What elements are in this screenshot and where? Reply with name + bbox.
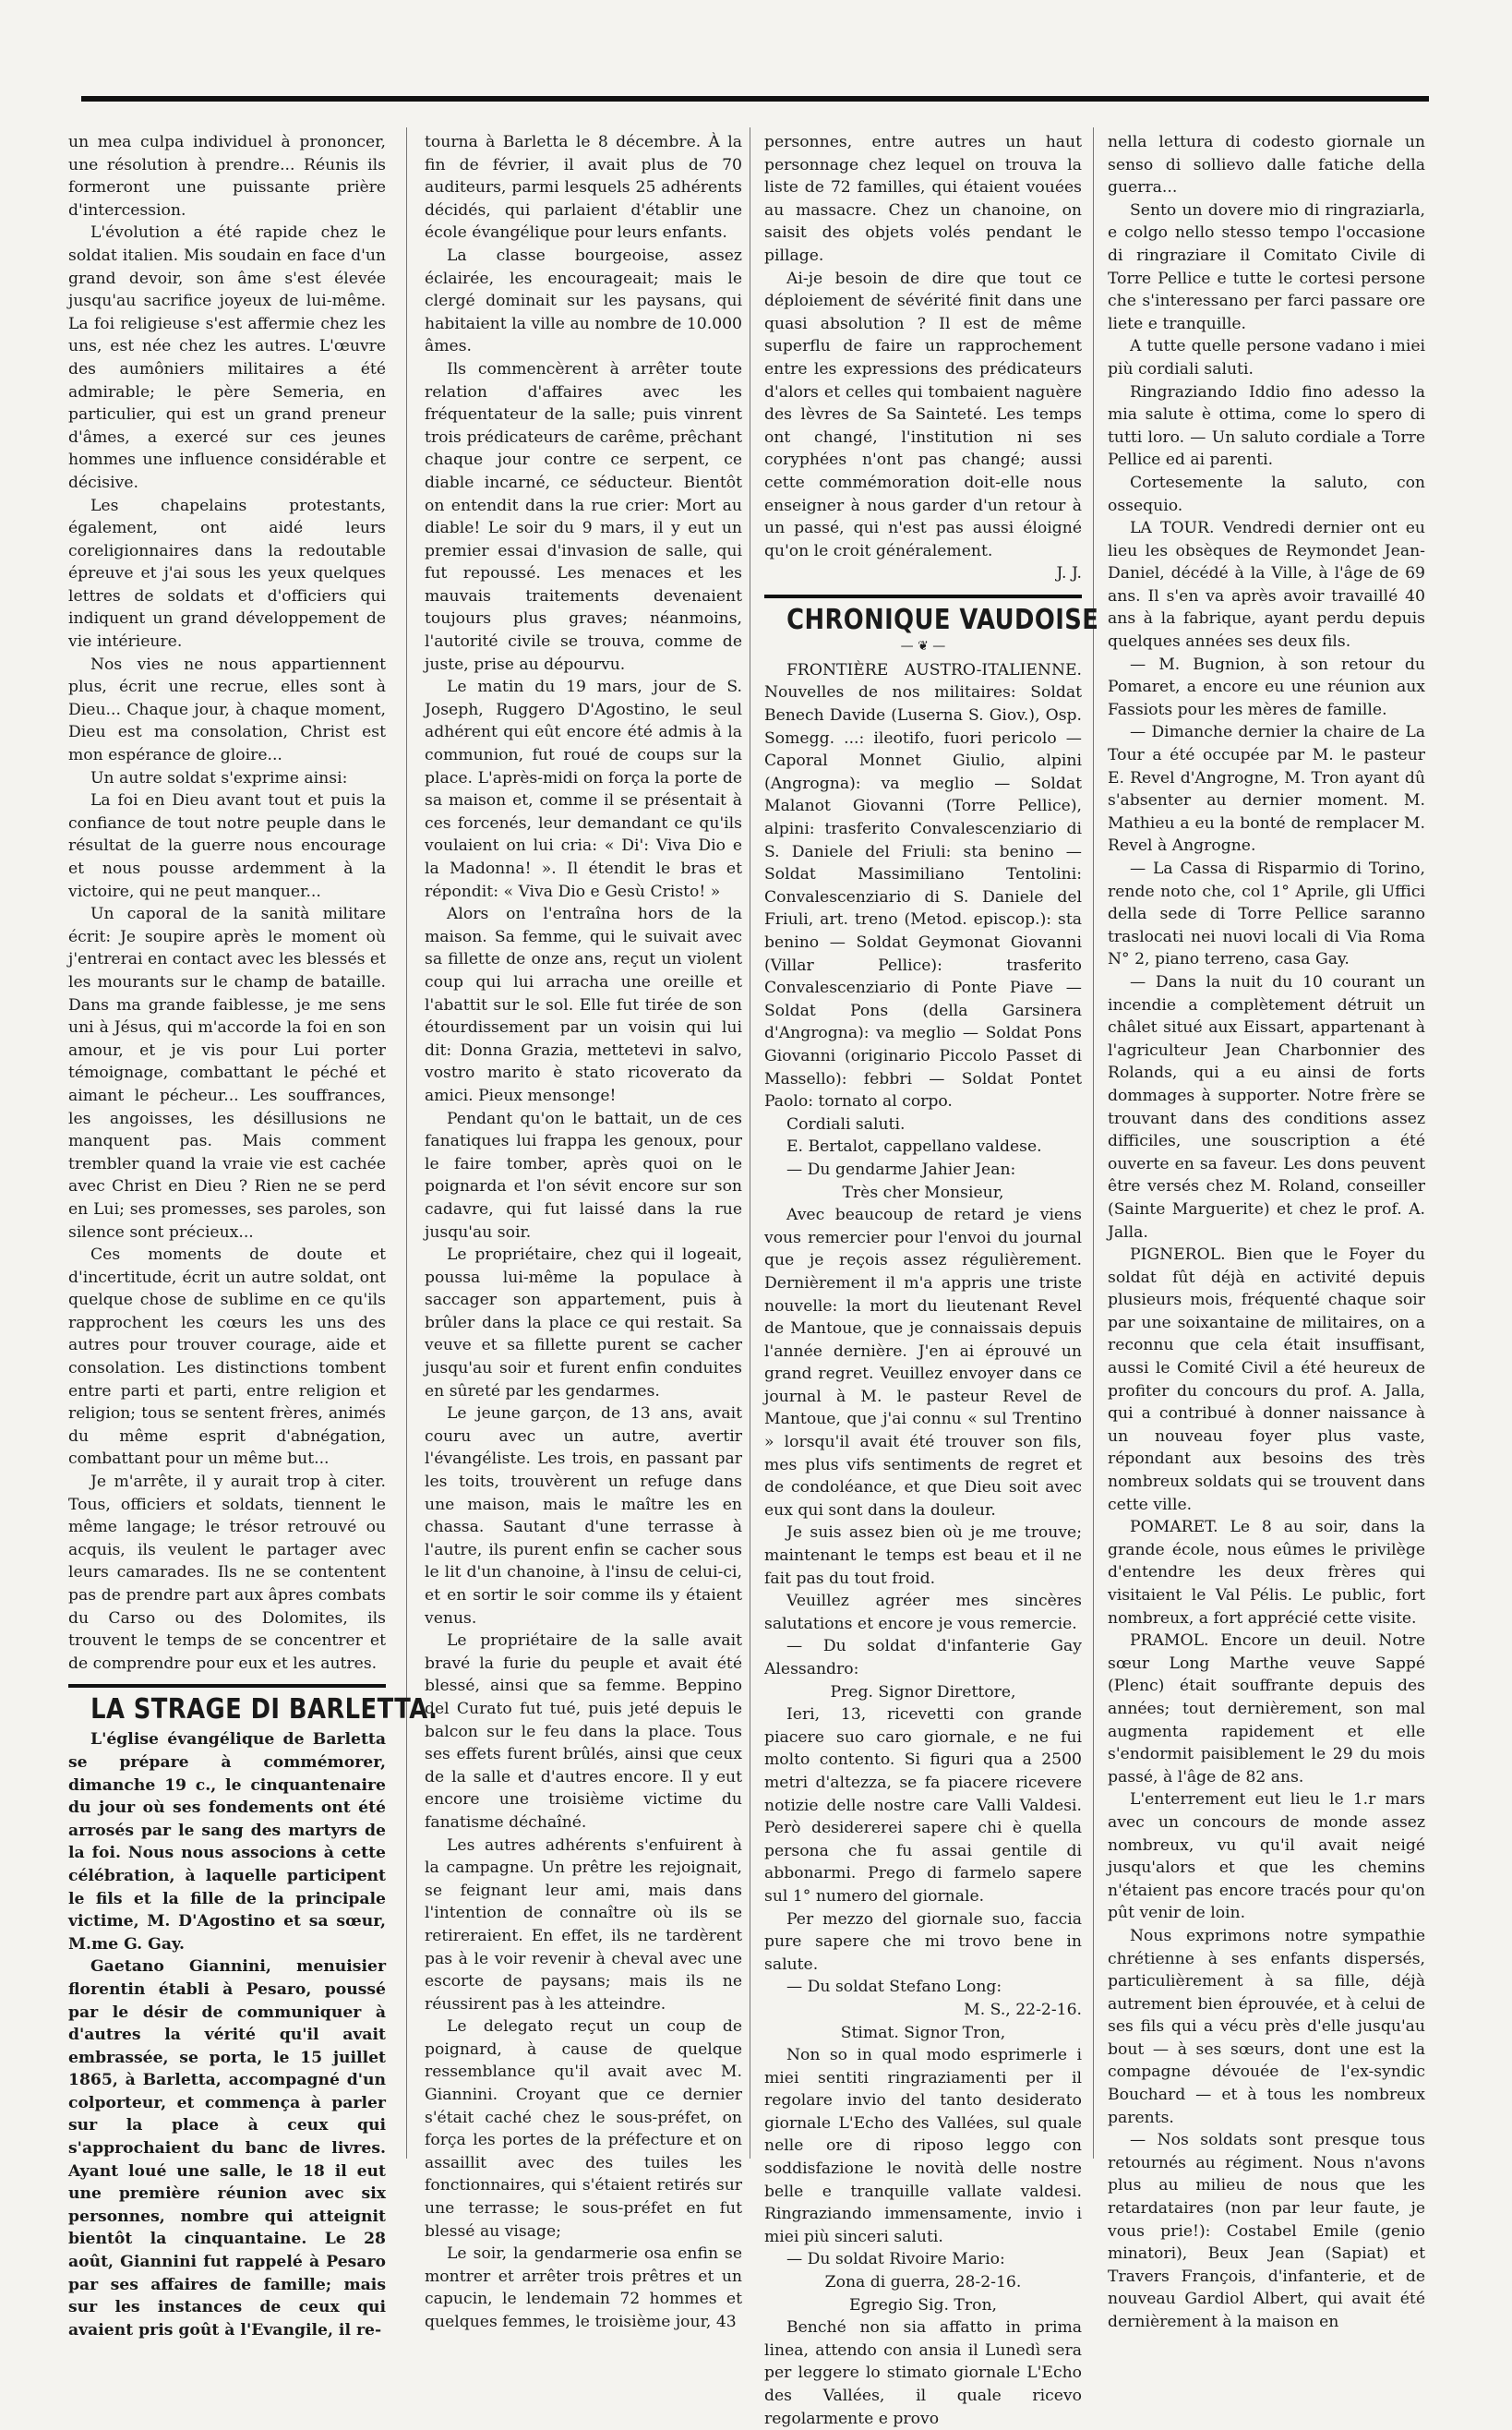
paragraph: Cordiali saluti. <box>786 1114 906 1134</box>
paragraph: Ces moments de doute et d'incertitude, écrit un autre soldat, ont quelque chose de sublime en ce qu'ils rapprochent les cœurs les uns des autres pour trouver courage, aide et consolation. Les distinctions tombent entre parti et parti, entre religion et religion; tous se sentent frères, animés du même esprit d'abnégation, combattant pour un même but... <box>68 1245 386 1469</box>
section-rule <box>764 595 1082 598</box>
paragraph: Avec beaucoup de retard je viens vous remercier pour l'envoi du journal que je reçois assez régulièrement. Dernièrement il m'a appris une triste nouvelle: la mort du lieutenant Revel de Mantoue, que je connaissais depuis l'année dernière. J'en ai éprouvé un grand regret. Veuillez envoyer dans ce journal à M. le pasteur Revel de Mantoue, que j'ai connu « sul Trentino » lorsqu'il avait été trouver son fils, mes plus vifs sentiments de regret et de condoléance, et que Dieu soit avec eux qui sont dans la douleur. <box>764 1206 1082 1520</box>
paragraph: — Du soldat Rivoire Mario: <box>786 2250 1005 2269</box>
ornament: — ❦ — <box>900 638 946 654</box>
paragraph: Ils commencèrent à arrêter toute relation d'affaires avec les fréquentateur de la salle; puis vinrent trois prédicateurs de carême, prêchant chaque jour contre ce serpent, ce diable incarné, ce séducteur. Bientôt on entendit dans la rue crier: Mort au diable! Le soir du 9 mars, il y eut un premier essai d'invasion de salle, qui fut repoussé. Les menaces et les mauvais traitements devenaient toujours plus graves; néanmoins, l'autorité civile se trouva, comme de juste, prise au dépourvu. <box>425 359 742 674</box>
paragraph: Ai-je besoin de dire que tout ce déploiement de sévérité finit dans une quasi absolution ? Il est de même superflu de faire un rapprochement entre les expressions des prédicateurs d'alors et celles qui tombaient naguère des lèvres de Sa Sainteté. Les temps ont changé, l'institution ni ses coryphées n'ont pas changé; aussi cette commémoration doit-elle nous enseigner à nous garder d'un retour à un passé, qui n'est pas aussi éloigné qu'on le croit généralement. <box>764 269 1082 560</box>
section-heading-chronique: CHRONIQUE VAUDOISE <box>786 603 1099 636</box>
paragraph: — M. Bugnion, à son retour du Pomaret, a encore eu une réunion aux Fassiots pour les mères de famille. <box>1108 655 1425 719</box>
paragraph: La classe bourgeoise, assez éclairée, les encourageait; mais le clergé dominait sur les paysans, qui habitaient la ville au nombre de 10.000 âmes. <box>425 246 742 356</box>
salutation: Très cher Monsieur, <box>842 1183 1004 1202</box>
column-3 <box>764 131 1099 2428</box>
paragraph: Veuillez agréer mes sincères salutations et encore je vous remercie. <box>764 1592 1082 1633</box>
paragraph: — Dans la nuit du 10 courant un incendie a complètement détruit un châlet situé aux Eissart, appartenant à l'agriculteur Jean Charbonnier des Rolands, qui a eu ainsi de forts dommages à supporter. Notre frère se trouvant dans des conditions assez difficiles, une souscription a été ouverte en sa faveur. Les dons peuvent être versés chez M. Roland, conseiller (Sainte Marguerite) et chez le prof. A. Jalla. <box>1108 972 1425 1242</box>
column-1 <box>68 131 438 2340</box>
article-heading-strage: LA STRAGE DI BARLETTA. <box>90 1693 438 1726</box>
paragraph: — Dimanche dernier la chaire de La Tour a été occupée par M. le pasteur E. Revel d'Angrogne, M. Tron ayant dû s'absenter au dernier moment. M. Mathieu a eu la bonté de remplacer M. Revel à Angrogne. <box>1108 723 1425 856</box>
column-divider <box>406 127 407 2159</box>
column-2 <box>425 131 742 2331</box>
paragraph: Ieri, 13, ricevetti con grande piacere suo caro giornale, e ne fui molto contento. Si figuri qua a 2500 metri d'altezza, se fa piacere ricevere notizie delle nostre care Valli Valdesi. Però desidererei sapere chi è quella persona che fu assai gentile di abbonarmi. Prego di farmelo sapere sul 1° numero del giornale. <box>764 1705 1082 1906</box>
paragraph: Per mezzo del giornale suo, faccia pure sapere che mi trovo bene in salute. <box>764 1909 1082 1974</box>
paragraph: Je m'arrête, il y aurait trop à citer. Tous, officiers et soldats, tiennent le même langage; le trésor retrouvé ou acquis, ils veulent le partager avec leurs camarades. Ils ne se contentent pas de prendre part aux âpres combats du Carso ou des Dolomites, ils trouvent le temps de se concentrer et de comprendre pour eux et les autres. <box>68 1473 386 1673</box>
paragraph: POMARET. Le 8 au soir, dans la grande école, nous eûmes le privilège d'entendre les deux frères qui visitaient le Val Pélis. Le public, fort nombreux, a fort apprécié cette visite. <box>1108 1518 1425 1628</box>
paragraph: A tutte quelle persone vadano i miei più cordiali saluti. <box>1108 337 1425 379</box>
paragraph: PRAMOL. Encore un deuil. Notre sœur Long Marthe veuve Sappé (Plenc) était souffrante depuis des années; tout dernièrement, son mal augmenta rapidement et elle s'endormit paisiblement le 29 du mois passé, à l'âge de 82 ans. <box>1108 1631 1425 1786</box>
paragraph: Je suis assez bien où je me trouve; maintenant le temps est beau et il ne fait pas du tout froid. <box>764 1523 1082 1588</box>
paragraph: Le matin du 19 mars, jour de S. Joseph, Ruggero D'Agostino, le seul adhérent qui eût encore été admis à la communion, fut roué de coups sur la place. L'après-midi on força la porte de sa maison et, comme il se présentait à ces forcenés, leur demandant ce qu'ils voulaient on lui cria: « Di': Viva Dio e la Madonna! ». Il étendit le bras et répondit: « Viva Dio e Gesù Cristo! » <box>425 678 742 901</box>
paragraph: Ringraziando Iddio fino adesso la mia salute è ottima, come lo spero di tutti loro. — Un saluto cordiale a Torre Pellice ed ai parenti. <box>1108 382 1425 470</box>
top-rule <box>81 96 1429 102</box>
paragraph: personnes, entre autres un haut personnage chez lequel on trouva la liste de 72 familles, qui étaient vouées au massacre. Chez un chanoine, on saisit des objets volés pendant le pillage. <box>764 133 1082 265</box>
paragraph: FRONTIÈRE AUSTRO-ITALIENNE. Nouvelles de nos militaires: Soldat Benech Davide (Luserna S. Giov.), Osp. Somegg. ...: ileotifo, fuori pericolo — Caporal Monnet Giulio, alpini (Angrogna): va meglio — Soldat Malanot Giovanni (Torre Pellice), alpini: trasferito Convalescenziario di S. Daniele del Friuli: sta benino — Soldat Massimiliano Tentolini: Convalescenziario di S. Daniele del Friuli, art. treno (Metod. episcop.): sta benino — Soldat Geymonat Giovanni (Villar Pellice): trasferito Convalescenziario di Ponte Piave — Soldat Pons (della Garsinera d'Angrogna): va meglio — Soldat Pons Giovanni (originario Piccolo Passet di Massello): febbri — Soldat Pontet Paolo: tornato al corpo. <box>764 660 1082 1112</box>
paragraph: — Du gendarme Jahier Jean: <box>786 1160 1016 1179</box>
dateline: M. S., 22-2-16. <box>964 2000 1082 2019</box>
paragraph: — Nos soldats sont presque tous retournés au régiment. Nous n'avons plus au milieu de nous que les retardataires (non par leur faute, je vous prie!): Costabel Emile (genio minatori), Beux Jean (Sapiat) et Travers François, d'infanterie, et de nouveau Gardiol Albert, qui avait été dernièrement à la maison en <box>1108 2131 1425 2331</box>
salutation: Stimat. Signor Tron, <box>840 2023 1006 2042</box>
paragraph: Nous exprimons notre sympathie chrétienne à ses enfants dispersés, particulièrement à sa fille, déjà autrement bien éprouvée, et à celui de ses fils qui a vécu près d'elle jusqu'au bout — à ses sœurs, dont une est la compagne dévouée de l'ex-syndic Bouchard — et à tous les nombreux parents. <box>1108 1926 1425 2127</box>
paragraph: L'évolution a été rapide chez le soldat italien. Mis soudain en face d'un grand devoir, son âme s'est élevée jusqu'au sacrifice joyeux de lui-même. La foi religieuse s'est affermie chez les uns, est née chez les autres. L'œuvre des aumôniers militaires a été admirable; le père Semeria, en particulier, qui est un grand preneur d'âmes, a exercé sur ces jeunes hommes une influence considérable et décisive. <box>68 223 386 492</box>
paragraph: Non so in qual modo esprimerle i miei sentiti ringraziamenti per il regolare invio del tanto desiderato giornale L'Echo des Vallées, sul quale nelle ore di riposo leggo con soddisfazione le novità delle nostre belle e tranquille vallate valdesi. Ringraziando immensamente, invio i miei più sinceri saluti. <box>764 2046 1082 2246</box>
paragraph: Gaetano Giannini, menuisier florentin établi à Pesaro, poussé par le désir de communiquer à d'autres la vérité qu'il avait embrassée, se porta, le 15 juillet 1865, à Barletta, accompagné d'un colporteur, et commença à parler sur la place à ceux qui s'approchaient du banc de livres. Ayant loué une salle, le 18 il eut une première réunion avec six personnes, nombre qui atteignit bientôt la cinquantaine. Le 28 août, Giannini fut rappelé à Pesaro par ses affaires de famille; mais sur les instances de ceux qui avaient pris goût à l'Evangile, il re- <box>68 1957 386 2340</box>
paragraph: un mea culpa individuel à prononcer, une résolution à prendre... Réunis ils formeront une puissante prière d'intercession. <box>68 133 386 220</box>
paragraph: Les autres adhérents s'enfuirent à la campagne. Un prêtre les rejoignait, se feignant leur ami, mais dans l'intention de connaître où ils se retireraient. En effet, ils ne tardèrent pas à le voir revenir à cheval avec une escorte de paysans; mais ils ne réussirent pas à les atteindre. <box>425 1835 742 2014</box>
paragraph: Le delegato reçut un coup de poignard, à cause de quelque ressemblance qu'il avait avec M. Giannini. Croyant que ce dernier s'était caché chez le sous-préfet, on força les portes de la préfecture et on assaillit avec des tuiles les fonctionnaires, qui s'étaient retirés sur une terrasse; le sous-préfet en fut blessé au visage; <box>425 2017 742 2241</box>
paragraph: L'enterrement eut lieu le 1.r mars avec un concours de monde assez nombreux, vu qu'il avait neigé jusqu'alors et que les chemins n'étaient pas encore tracés pour qu'on pût venir de loin. <box>1108 1790 1425 1923</box>
paragraph: Nos vies ne nous appartiennent plus, écrit une recrue, elles sont à Dieu... Chaque jour, à chaque moment, Dieu est ma consolation, Christ est mon espérance de gloire... <box>68 655 386 765</box>
dateline: Zona di guerra, 28-2-16. <box>824 2273 1022 2292</box>
paragraph: Les chapelains protestants, également, ont aidé leurs coreligionnaires dans la redoutable épreuve et j'ai sous les yeux quelques lettres de soldats et d'officiers qui indiquent un grand développement de vie intérieure. <box>68 496 386 652</box>
paragraph: — Du soldat Stefano Long: <box>786 1978 1002 1997</box>
paragraph: L'église évangélique de Barletta se prépare à commémorer, dimanche 19 c., le cinquantenaire du jour où ses fondements ont été arrosés par le sang des martyrs de la foi. Nous nous associons à cette célébration, à laquelle participent le fils et la fille de la principale victime, M. D'Agostino et sa sœur, M.me G. Gay. <box>68 1730 386 1954</box>
paragraph: Le propriétaire de la salle avait bravé la furie du peuple et avait été blessé, ainsi que sa femme. Beppino del Curato fut tué, puis jeté depuis le balcon sur le feu dans la place. Tous ses effets furent brûlés, ainsi que ceux de la salle et d'autres encore. Il y eut encore une troisième victime du fanatisme déchaîné. <box>425 1631 742 1832</box>
paragraph: Un caporal de la sanità militare écrit: Je soupire après le moment où j'entrerai en contact avec les blessés et les mourants sur le champ de bataille. Dans ma grande faiblesse, je me sens uni à Jésus, qui m'accorde la foi en son amour, et je vis pour Lui porter témoignage, combattant le péché et aimant le pécheur... Les souffrances, les angoisses, les désillusions ne manquent pas. Mais comment trembler quand la vraie vie est cachée avec Christ en Dieu ? Rien ne se perd en Lui; ses promesses, ses paroles, son silence sont précieux... <box>68 905 386 1242</box>
paragraph: Cortesemente la saluto, con ossequio. <box>1108 473 1425 515</box>
column-4 <box>1108 131 1425 2331</box>
paragraph: Le jeune garçon, de 13 ans, avait couru avec un autre, avertir l'évangéliste. Les trois, en passant par les toits, trouvèrent un refuge dans une maison, mais le maître les en chassa. Sautant d'une terrasse à l'autre, ils purent enfin se cacher sous le lit d'un chanoine, à l'insu de celui-ci, et en sortir le soir comme ils y étaient venus. <box>425 1404 742 1628</box>
paragraph: Pendant qu'on le battait, un de ces fanatiques lui frappa les genoux, pour le faire tomber, après quoi on le poignarda et l'on sévit encore sur son cadavre, qui fut laissé dans la rue jusqu'au soir. <box>425 1109 742 1242</box>
paragraph: nella lettura di codesto giornale un senso di sollievo dalle fatiche della guerra... <box>1108 133 1425 198</box>
paragraph: tourna à Barletta le 8 décembre. À la fin de février, il avait plus de 70 auditeurs, parmi lesquels 25 adhérents décidés, qui parlaient d'établir une école évangélique pour leurs enfants. <box>425 133 742 243</box>
paragraph: La foi en Dieu avant tout et puis la confiance de tout notre peuple dans le résultat de la guerre nous encourage et nous pousse ardemment à la victoire, qui ne peut manquer... <box>68 791 386 901</box>
paragraph: Sento un dovere mio di ringraziarla, e colgo nello stesso tempo l'occasione di ringraziare il Comitato Civile di Torre Pellice e tutte le cortesi persone che s'interessano per farci passare ore liete e tranquille. <box>1108 200 1425 333</box>
paragraph: E. Bertalot, cappellano valdese. <box>786 1137 1042 1157</box>
paragraph: Un autre soldat s'exprime ainsi: <box>90 768 348 788</box>
paragraph: — La Cassa di Risparmio di Torino, rende noto che, col 1° Aprile, gli Uffici della sede di Torre Pellice saranno traslocati nei nuovi locali di Via Roma N° 2, piano terreno, casa Gay. <box>1108 860 1425 969</box>
paragraph: LA TOUR. Vendredi dernier ont eu lieu les obsèques de Reymondet Jean-Daniel, décédé à la Ville, à l'âge de 69 ans. Il s'en va après avoir travaillé 40 ans à la fabrique, ayant perdu depuis quelques années ses deux fils. <box>1108 519 1425 652</box>
column-divider <box>1093 127 1094 2159</box>
section-rule <box>68 1684 386 1688</box>
paragraph: PIGNEROL. Bien que le Foyer du soldat fût déjà en activité depuis plusieurs mois, fréquenté chaque soir par une soixantaine de militaires, on a reconnu que cela était insuffisant, aussi le Comité Civil a été heureux de profiter du concours du prof. A. Jalla, qui a contribué à donner naissance à un nouveau foyer plus vaste, répondant aux besoins des très nombreux soldats qui se trouvent dans cette ville. <box>1108 1245 1425 1514</box>
paragraph: — Du soldat d'infanterie Gay Alessandro: <box>764 1637 1082 1678</box>
salutation: Egregio Sig. Tron, <box>848 2295 997 2315</box>
paragraph: Alors on l'entraîna hors de la maison. Sa femme, qui le suivait avec sa fillette de onze ans, reçut un violent coup qui lui arracha une oreille et l'abattit sur le sol. Elle fut tirée de son étourdissement par un voisin qui lui dit: Donna Grazia, mettetevi in salvo, vostro marito è stato ricoverato da amici. Pieux mensonge! <box>425 905 742 1105</box>
salutation: Preg. Signor Direttore, <box>830 1682 1016 1702</box>
paragraph: Le propriétaire, chez qui il logeait, poussa lui-même la populace à saccager son appartement, puis à brûler dans la place ce qui restait. Sa veuve et sa fillette purent se cacher jusqu'au soir et furent enfin conduites en sûreté par les gendarmes. <box>425 1245 742 1401</box>
paragraph: Benché non sia affatto in prima linea, attendo con ansia il Lunedì sera per leggere lo stimato giornale L'Echo des Vallées, il quale ricevo regolarmente e provo <box>764 2318 1082 2428</box>
paragraph: Le soir, la gendarmerie osa enfin se montrer et arrêter trois prêtres et un capucin, le lendemain 72 hommes et quelques femmes, le troisième jour, 43 <box>425 2244 742 2331</box>
signature: J. J. <box>1056 564 1082 583</box>
